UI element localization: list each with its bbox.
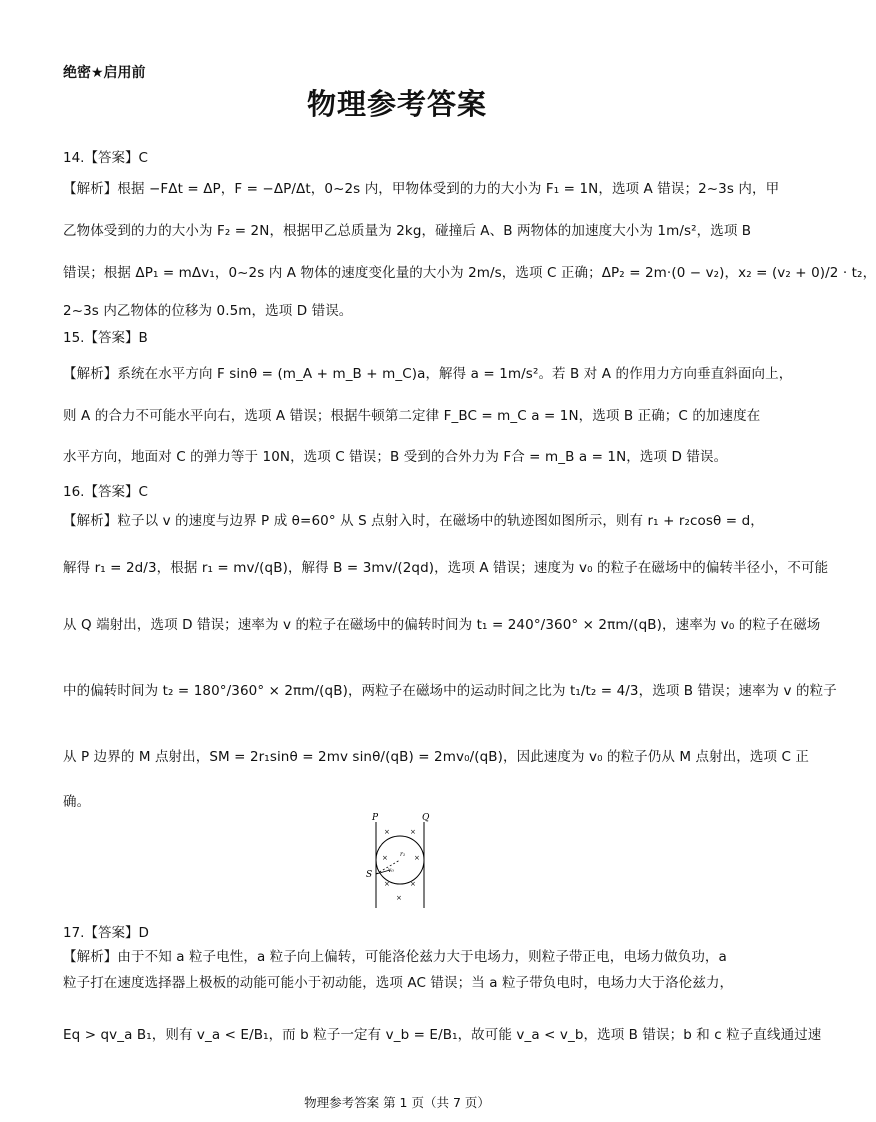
trajectory-diagram — [360, 812, 440, 910]
q16-line: 从 Q 端射出，选项 D 错误；速率为 v 的粒子在磁场中的偏转时间为 t₁ = 240°/360° × 2πm/(qB)，速率为 v₀ 的粒子在磁场 — [63, 617, 821, 633]
label-v0: v₀ — [388, 867, 394, 874]
q17-line: 粒子打在速度选择器上极板的动能可能小于初动能，选项 AC 错误；当 a 粒子带负电时，电场力大于洛伦兹力， — [63, 975, 734, 991]
q15-line: 【解析】系统在水平方向 F sinθ = (m_A + m_B + m_C)a，解得 a = 1m/s²。若 B 对 A 的作用力方向垂直斜面向上， — [63, 366, 793, 382]
svg-text:×: × — [396, 894, 402, 902]
svg-text:×: × — [384, 828, 390, 836]
svg-text:×: × — [410, 828, 416, 836]
q14-line: 2~3s 内乙物体的位移为 0.5m，选项 D 错误。 — [63, 303, 353, 319]
label-s: S — [366, 870, 373, 880]
q17-line: 【解析】由于不知 a 粒子电性，a 粒子向上偏转，可能洛伦兹力大于电场力，则粒子带正电，电场力做负功，a — [63, 949, 727, 965]
q15-answer: 15.【答案】B — [63, 330, 148, 346]
page-title: 物理参考答案 — [306, 87, 487, 121]
q17-answer: 17.【答案】D — [63, 925, 149, 941]
q16-line: 中的偏转时间为 t₂ = 180°/360° × 2πm/(qB)，两粒子在磁场中的运动时间之比为 t₁/t₂ = 4/3，选项 B 错误；速率为 v 的粒子 — [63, 683, 837, 699]
label-r1: r₁ — [400, 851, 406, 858]
q16-line: 解得 r₁ = 2d/3，根据 r₁ = mv/(qB)，解得 B = 3mv/(2qd)，选项 A 错误；速度为 v₀ 的粒子在磁场中的偏转半径小，不可能 — [63, 560, 829, 576]
svg-text:×: × — [414, 854, 420, 862]
secret-label: 绝密★启用前 — [63, 65, 146, 81]
magnetic-field-figure — [360, 812, 440, 914]
q14-answer: 14.【答案】C — [63, 150, 148, 166]
svg-text:×: × — [410, 880, 416, 888]
q14-line: 乙物体受到的力的大小为 F₂ = 2N，根据甲乙总质量为 2kg，碰撞后 A、B 两物体的加速度大小为 1m/s²，选项 B — [63, 223, 752, 239]
svg-text:×: × — [382, 854, 388, 862]
q17-line: Eq > qv_a B₁，则有 v_a < E/B₁，而 b 粒子一定有 v_b = E/B₁，故可能 v_a < v_b，选项 B 错误；b 和 c 粒子直线通过速 — [63, 1027, 822, 1043]
q15-line: 水平方向，地面对 C 的弹力等于 10N，选项 C 错误；B 受到的合外力为 F合 = m_B a = 1N，选项 D 错误。 — [63, 449, 728, 465]
q16-line: 从 P 边界的 M 点射出，SM = 2r₁sinθ = 2mv sinθ/(qB) = 2mv₀/(qB)，因此速度为 v₀ 的粒子仍从 M 点射出，选项 C 正 — [63, 749, 810, 765]
q16-line: 确。 — [63, 794, 91, 810]
label-q: Q — [422, 813, 430, 823]
page-footer: 物理参考答案 第 1 页（共 7 页） — [304, 1095, 490, 1110]
q14-line: 【解析】根据 −FΔt = ΔP，F = −ΔP/Δt，0~2s 内，甲物体受到的力的大小为 F₁ = 1N，选项 A 错误；2~3s 内，甲 — [63, 181, 780, 197]
q14-line: 错误；根据 ΔP₁ = mΔv₁，0~2s 内 A 物体的速度变化量的大小为 2m/s，选项 C 正确；ΔP₂ = 2m·(0 − v₂)，x₂ = (v₂ + 0)/2 · t₂， — [63, 265, 876, 281]
q16-answer: 16.【答案】C — [63, 484, 148, 500]
q16-line: 【解析】粒子以 v 的速度与边界 P 成 θ=60° 从 S 点射入时，在磁场中的轨迹图如图所示，则有 r₁ + r₂cosθ = d， — [63, 513, 764, 529]
label-p: P — [372, 813, 379, 823]
svg-text:×: × — [384, 880, 390, 888]
q15-line: 则 A 的合力不可能水平向右，选项 A 错误；根据牛顿第二定律 F_BC = m_C a = 1N，选项 B 正确；C 的加速度在 — [63, 408, 761, 424]
